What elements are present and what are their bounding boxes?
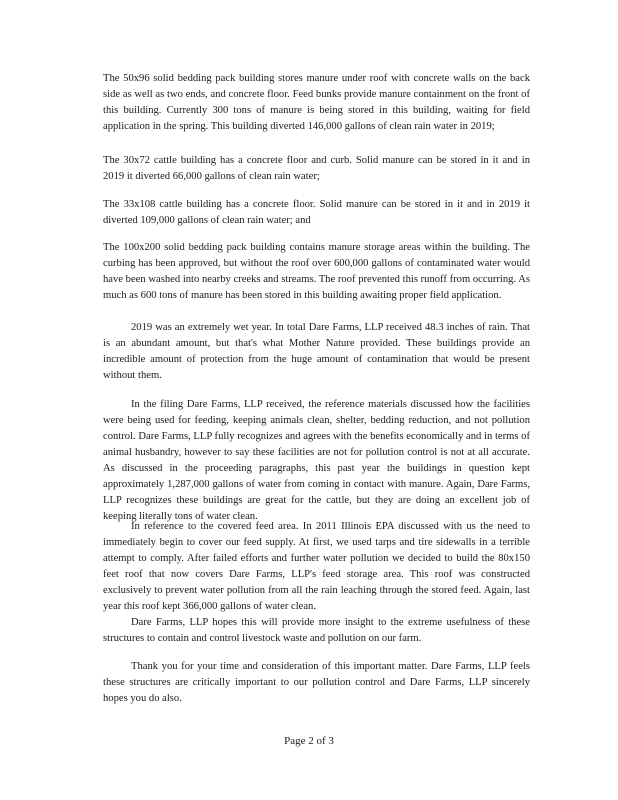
- paragraph-covered-feed-area: In reference to the covered feed area. In 2011 Illinois EPA discussed with us the need to immediately begin to cover our feed supply. At first, we used tarps and tire sidewalls in a terrible attempt to comply. After failed efforts and further water pollution we decided to build the 80x150 feet roof that now covers Dare Farms, LLP's feed storage area. This roof was constructed exclusively to prevent water pollution from all the rain leaching through the stored feed. Again, last year this roof kept 366,000 gallons of water clean.: [103, 521, 530, 612]
- paragraph-50x96-building: The 50x96 solid bedding pack building stores manure under roof with concrete walls on the back side as well as two ends, and concrete floor. Feed bunks provide manure containment on the front of this building. Currently 300 tons of manure is being stored in this building, waiting for field application in the spring. This building diverted 146,000 gallons of clean rain water in 2019;: [103, 73, 530, 132]
- paragraph-insight: Dare Farms, LLP hopes this will provide more insight to the extreme usefulness of these structures to contain and control livestock waste and pollution on our farm.: [103, 617, 530, 644]
- paragraph-wet-year: 2019 was an extremely wet year. In total Dare Farms, LLP received 48.3 inches of rain. That is an abundant amount, but that's what Mother Nature provided. These buildings provide an incredible amount of protection from the huge amount of contamination that would be present without them.: [103, 322, 530, 381]
- paragraph-33x108-building: The 33x108 cattle building has a concrete floor. Solid manure can be stored in it and in 2019 it diverted 109,000 gallons of clean rain water; and: [103, 199, 530, 226]
- paragraph-30x72-building: The 30x72 cattle building has a concrete floor and curb. Solid manure can be stored in it and in 2019 it diverted 66,000 gallons of clean rain water;: [103, 155, 530, 182]
- paragraph-filing-response: In the filing Dare Farms, LLP received, the reference materials discussed how the facilities were being used for feeding, keeping animals clean, shelter, bedding reduction, and not pollution control. Dare Farms, LLP fully recognizes and agrees with the benefits economically and in terms of animal husbandry, however to say these facilities are not for pollution control is not at all accurate. As discussed in the proceeding paragraphs, this past year the buildings in question kept approximately 1,287,000 gallons of water from coming in contact with manure. Again, Dare Farms, LLP recognizes these buildings are great for the cattle, but they are doing an excellent job of keeping literally tons of water clean.: [103, 399, 530, 522]
- page-number: Page 2 of 3: [284, 735, 334, 747]
- paragraph-thank-you: Thank you for your time and consideration of this important matter. Dare Farms, LLP feels these structures are critically important to our pollution control and Dare Farms, LLP sincerely hopes you do also.: [103, 661, 530, 704]
- paragraph-100x200-building: The 100x200 solid bedding pack building contains manure storage areas within the building. The curbing has been approved, but without the roof over 600,000 gallons of contaminated water would have been washed into nearby creeks and streams. The roof prevented this runoff from occurring. As much as 600 tons of manure has been stored in this building awaiting proper field application.: [103, 242, 530, 301]
